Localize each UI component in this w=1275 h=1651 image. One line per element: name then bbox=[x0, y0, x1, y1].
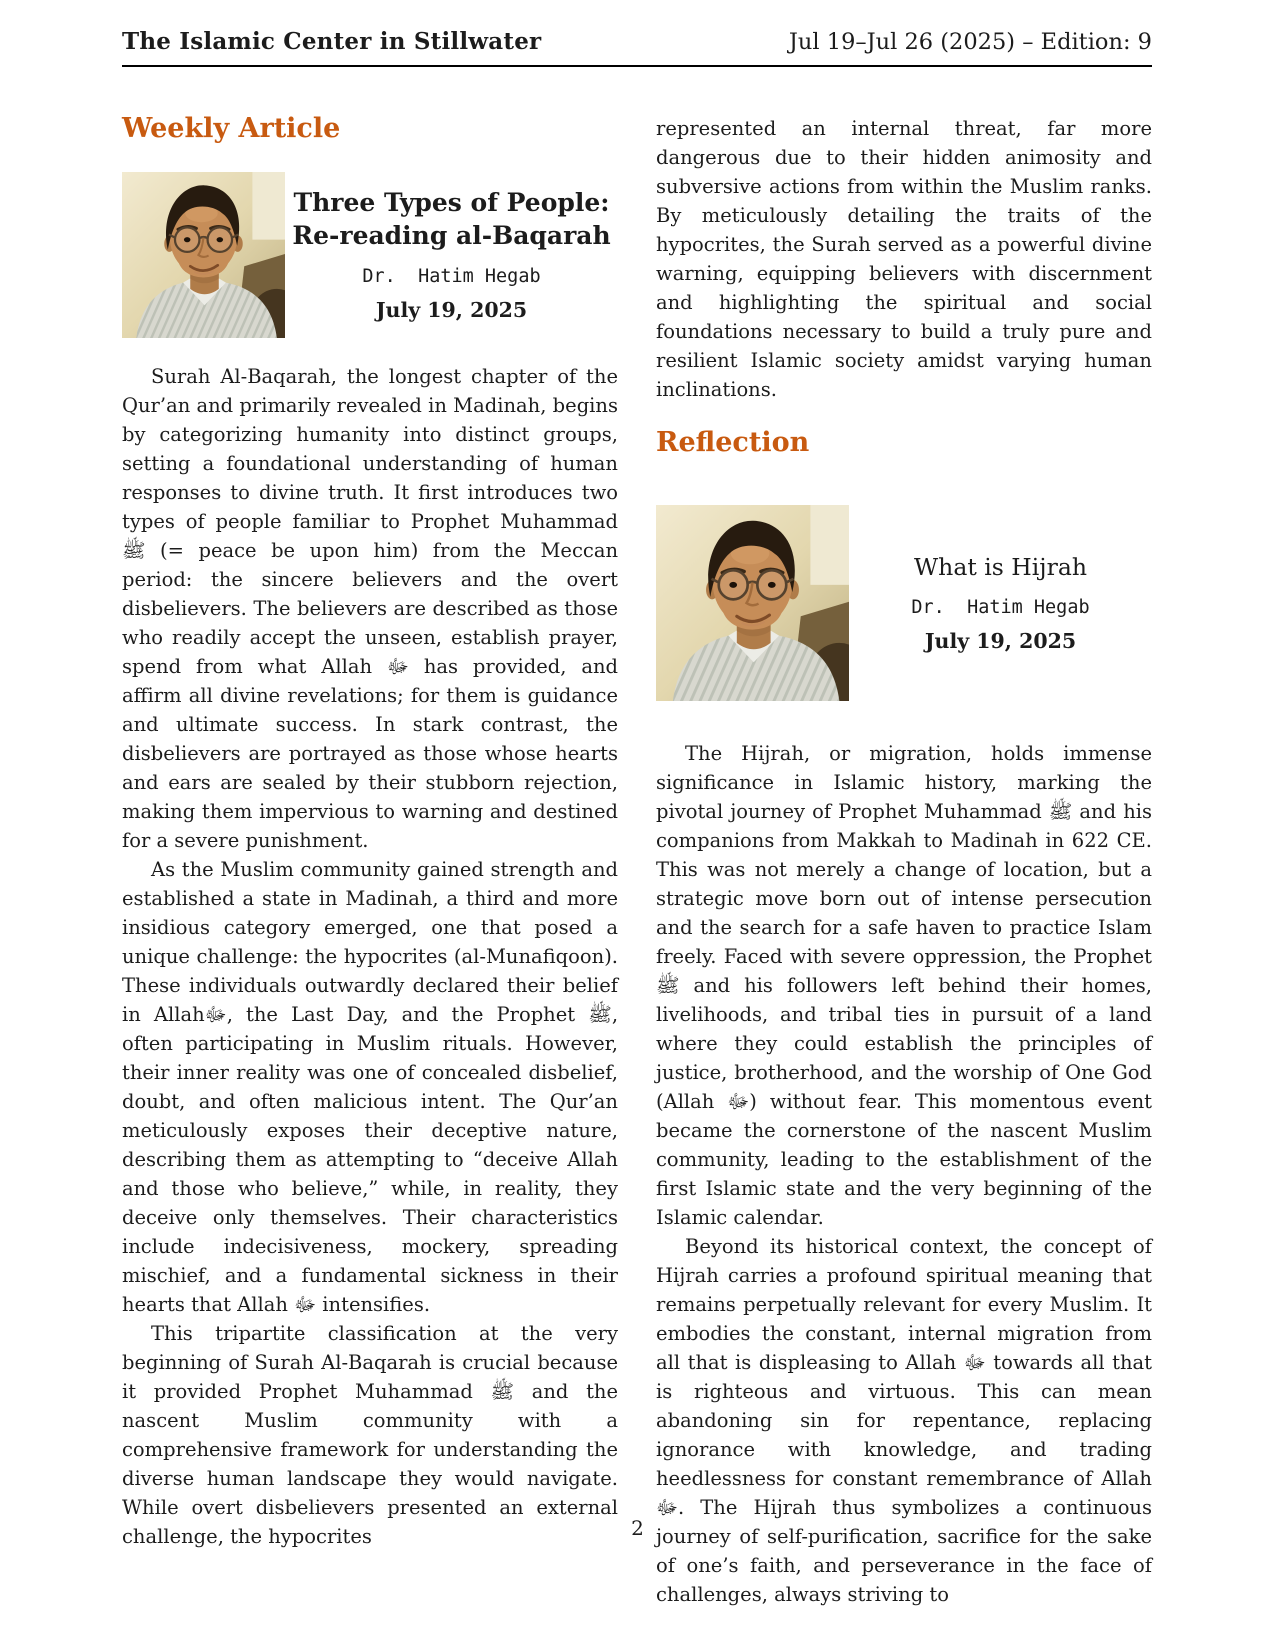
weekly-article-meta bbox=[285, 172, 618, 338]
section-heading-weekly-article: Weekly Article bbox=[122, 113, 341, 144]
weekly-paragraph-1: Surah Al-Baqarah, the longest chapter of the Qur’an and primarily revealed in Madinah, begins by categorizing humanity into distinct groups, setting a foundational understanding of human responses to divine truth. It first introduces two types of people familiar to Prophet Muhammad ﷺ (= peace be upon him) from the Meccan period: the sincere believers and the overt disbelievers. The believers are described as those who readily accept the unseen, establish prayer, spend from what Allah ﷻ has provided, and affirm all divine revelations; for them is guidance and ultimate success. In stark contrast, the disbelievers are portrayed as those whose hearts and ears are sealed by their stubborn rejection, making them impervious to warning and destined for a severe punishment. bbox=[122, 364, 618, 852]
author-photo bbox=[122, 172, 285, 338]
reflection-title: What is Hijrah bbox=[914, 553, 1087, 582]
reflection-paragraph-2: Beyond its historical context, the concept of Hijrah carries a profound spiritual meaning that remains perpetually relevant for every Muslim. It embodies the constant, internal migration from all that is displeasing to Allah ﷻ towards all that is righteous and virtuous. This can mean abandoning sin for repentance, replacing ignorance with knowledge, and trading heedlessness for constant remembrance of Allah ﷻ. The Hijrah thus symbolizes a continuous journey of self-purification, sacrifice for the sake of one’s faith, and perseverance in the face of challenges, always striving to bbox=[656, 1234, 1152, 1606]
article-title-line2: Re-reading al-Baqarah bbox=[292, 220, 611, 250]
weekly-paragraph-3: This tripartite classification at the very beginning of Surah Al-Baqarah is crucial because it provided Prophet Muhammad ﷺ and the nascent Muslim community with a comprehensive framework for understanding the diverse human landscape they would navigate. While overt disbelievers presented an external challenge, the hypocrites bbox=[122, 1321, 618, 1548]
article-date: July 19, 2025 bbox=[375, 298, 528, 323]
continuation-paragraph: represented an internal threat, far more dangerous due to their hidden animosity and subversive actions from within the Muslim ranks. By meticulously detailing the traits of the hypocrites, the Surah served as a powerful divine warning, equipping believers with discernment and highlighting the spiritual and social foundations necessary to build a truly pure and resilient Islamic society amidst varying human inclinations. bbox=[656, 117, 1152, 401]
section-heading-reflection: Reflection bbox=[656, 427, 810, 458]
left-column bbox=[122, 114, 618, 1609]
issue-info: Jul 19–Jul 26 (2025) – Edition: 9 bbox=[788, 29, 1152, 55]
weekly-paragraph-2: As the Muslim community gained strength and established a state in Madinah, a third and more insidious category emerged, one that posed a unique challenge: the hypocrites (al-Munafiqoon). These individuals outwardly declared their belief in Allahﷻ, the Last Day, and the Prophet ﷺ, often participating in Muslim rituals. However, their inner reality was one of concealed disbelief, doubt, and often malicious intent. The Qur’an meticulously exposes their deceptive nature, describing them as attempting to “deceive Allah and those who believe,” while, in reality, they deceive only themselves. Their characteristics include indecisiveness, mockery, spreading mischief, and a fundamental sickness in their hearts that Allah ﷻ intensifies. bbox=[122, 857, 619, 1316]
author-photo bbox=[656, 505, 849, 701]
weekly-article-header bbox=[122, 172, 618, 338]
reflection-author: Dr. Hatim Hegab bbox=[911, 596, 1090, 618]
newsletter-page bbox=[122, 0, 1152, 1609]
article-author: Dr. Hatim Hegab bbox=[362, 266, 541, 288]
right-column bbox=[656, 114, 1152, 1609]
newsletter-title: The Islamic Center in Stillwater bbox=[122, 28, 542, 55]
page-header bbox=[122, 28, 1152, 67]
two-column-body bbox=[122, 114, 1152, 1609]
reflection-article-header bbox=[656, 505, 1152, 701]
article-title-line1: Three Types of People: bbox=[293, 188, 610, 218]
reflection-date: July 19, 2025 bbox=[924, 628, 1077, 653]
reflection-article-meta bbox=[849, 505, 1152, 701]
page-footer bbox=[0, 1516, 1275, 1540]
article-title bbox=[292, 187, 610, 252]
page-number: 2 bbox=[631, 1516, 644, 1540]
reflection-paragraph-1: The Hijrah, or migration, holds immense significance in Islamic history, marking the pivotal journey of Prophet Muhammad ﷺ and his companions from Makkah to Madinah in 622 CE. This was not merely a change of location, but a strategic move born out of intense persecution and the search for a safe haven to practice Islam freely. Faced with severe oppression, the Prophet ﷺ and his followers left behind their homes, livelihoods, and tribal ties in pursuit of a land where they could establish the principles of justice, brotherhood, and the worship of One God (Allah ﷻ) without fear. This momentous event became the cornerstone of the nascent Muslim community, leading to the establishment of the first Islamic state and the very beginning of the Islamic calendar. bbox=[656, 741, 1152, 1229]
